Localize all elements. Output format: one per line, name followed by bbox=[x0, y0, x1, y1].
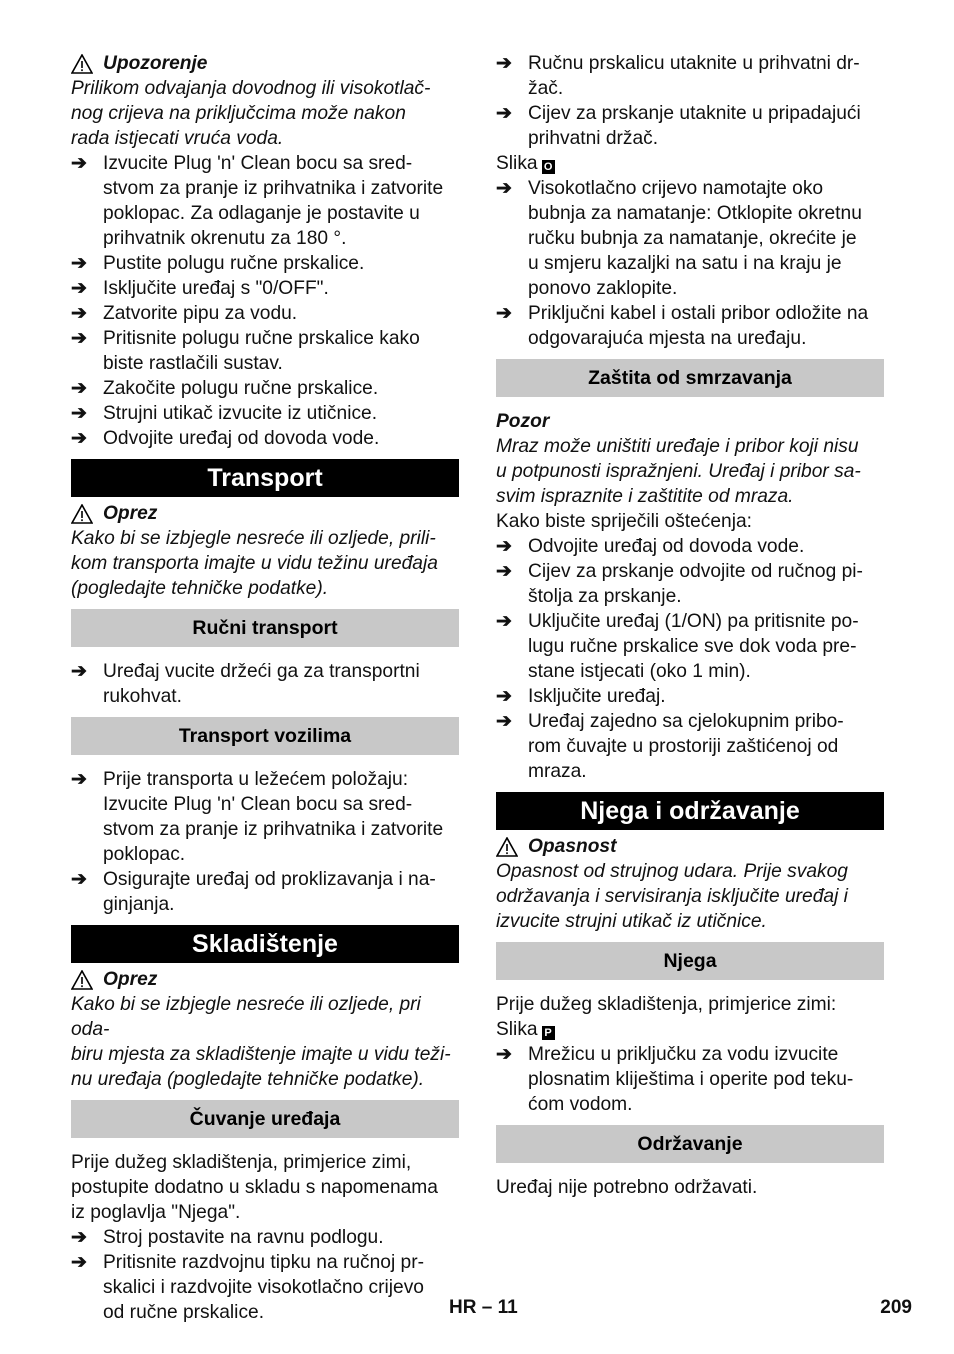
list-item: ➔ Pritisnite polugu ručne prskalice kako biste rastlačili sustav. bbox=[71, 328, 420, 374]
warning-title: Upozorenje bbox=[71, 51, 459, 76]
warning-triangle-icon bbox=[496, 837, 518, 857]
arrow-right-icon: ➔ bbox=[71, 869, 88, 890]
arrow-right-icon: ➔ bbox=[496, 53, 513, 74]
caution-title: Pozor bbox=[496, 411, 550, 432]
arrow-right-icon: ➔ bbox=[71, 278, 88, 299]
subheading-maintenance: Održavanje bbox=[496, 1125, 884, 1163]
left-column bbox=[71, 51, 459, 1325]
arrow-right-icon: ➔ bbox=[71, 1227, 88, 1248]
list-item: ➔ Osigurajte uređaj od proklizavanja i na- ginjanja. bbox=[71, 869, 436, 915]
arrow-right-icon: ➔ bbox=[71, 428, 88, 449]
list-item: ➔ Priključni kabel i ostali pribor odložite na odgovarajuća mjesta na uređaju. bbox=[496, 303, 869, 349]
list-item: ➔ Uključite uređaj (1/ON) pa pritisnite po- lugu ručne prskalice sve dok voda pre- stane istjecati (oko 1 min). bbox=[496, 611, 859, 682]
arrow-right-icon: ➔ bbox=[71, 769, 88, 790]
list-item: ➔ Isključite uređaj s "0/OFF". bbox=[71, 278, 329, 299]
subheading-manual-transport: Ručni transport bbox=[71, 609, 459, 647]
warning-triangle-icon bbox=[71, 970, 93, 990]
arrow-right-icon: ➔ bbox=[496, 611, 513, 632]
list-item: ➔ Pustite polugu ručne prskalice. bbox=[71, 253, 365, 274]
arrow-right-icon: ➔ bbox=[496, 303, 513, 324]
warning-triangle-icon bbox=[71, 504, 93, 524]
danger-text: Opasnost od strujnog udara. Prije svakog održavanja i servisiranja isključite uređaj i izvucite strujni utikač iz utičnice. bbox=[496, 861, 848, 932]
caution-text: Kako bi se izbjegle nesreće ili ozljede, pri oda- biru mjesta za skladištenje imajte u vidu teži- nu uređaja (pogledajte tehničke podatke). bbox=[71, 994, 451, 1090]
section-heading-storage: Skladištenje bbox=[71, 925, 459, 963]
warning-triangle-icon bbox=[71, 54, 93, 74]
page-number: 209 bbox=[880, 1297, 912, 1318]
subheading-keeping-device: Čuvanje uređaja bbox=[71, 1100, 459, 1138]
arrow-right-icon: ➔ bbox=[496, 711, 513, 732]
list-item: ➔ Zakočite polugu ručne prskalice. bbox=[71, 378, 379, 399]
list-item: ➔ Uređaj vucite držeći ga za transportni rukohvat. bbox=[71, 661, 420, 707]
subheading-vehicle-transport: Transport vozilima bbox=[71, 717, 459, 755]
subheading-care: Njega bbox=[496, 942, 884, 980]
arrow-right-icon: ➔ bbox=[496, 178, 513, 199]
arrow-right-icon: ➔ bbox=[496, 1044, 513, 1065]
section-heading-care: Njega i održavanje bbox=[496, 792, 884, 830]
subheading-frost-protection: Zaštita od smrzavanja bbox=[496, 359, 884, 397]
list-item: ➔ Odvojite uređaj od dovoda vode. bbox=[496, 536, 805, 557]
arrow-right-icon: ➔ bbox=[71, 378, 88, 399]
warning-text: Prilikom odvajanja dovodnog ili visokotlač- nog crijeva na priključcima može nakon rada istjecati vruća voda. bbox=[71, 78, 431, 149]
list-item: ➔ Uređaj zajedno sa cjelokupnim pribo- rom čuvajte u prostoriji zaštićenoj od mraza. bbox=[496, 711, 844, 782]
list-item: ➔ Cijev za prskanje odvojite od ručnog pi- štolja za prskanje. bbox=[496, 561, 863, 607]
list-item: ➔ Strujni utikač izvucite iz utičnice. bbox=[71, 403, 378, 424]
list-item: ➔ Prije transporta u ležećem položaju: Izvucite Plug 'n' Clean bocu sa sred- stvom za pranje iz prihvatnika i zatvorite poklopac. bbox=[71, 769, 444, 865]
paragraph: Prije dužeg skladištenja, primjerice zimi: bbox=[496, 994, 837, 1015]
arrow-right-icon: ➔ bbox=[71, 1252, 88, 1273]
arrow-right-icon: ➔ bbox=[71, 661, 88, 682]
paragraph: Uređaj nije potrebno održavati. bbox=[496, 1177, 758, 1198]
list-item: ➔ Mrežicu u priključku za vodu izvucite plosnatim kliještima i operite pod teku- ćom vodom. bbox=[496, 1044, 854, 1115]
arrow-right-icon: ➔ bbox=[496, 686, 513, 707]
caution-title: Oprez bbox=[71, 501, 459, 526]
list-item: ➔ Ručnu prskalicu utaknite u prihvatni dr- žač. bbox=[496, 53, 860, 99]
paragraph: Kako biste spriječili oštećenja: bbox=[496, 511, 752, 532]
caution-title: Oprez bbox=[71, 967, 459, 992]
arrow-right-icon: ➔ bbox=[496, 561, 513, 582]
figure-letter-badge: P bbox=[542, 1026, 555, 1040]
list-item: ➔ Odvojite uređaj od dovoda vode. bbox=[71, 428, 380, 449]
arrow-right-icon: ➔ bbox=[71, 328, 88, 349]
paragraph: Prije dužeg skladištenja, primjerice zimi, postupite dodatno u skladu s napomenama iz poglavlja "Njega". bbox=[71, 1152, 438, 1223]
figure-letter-badge: O bbox=[542, 160, 555, 174]
list-item: ➔ Visokotlačno crijevo namotajte oko bubnja za namatanje: Otklopite okretnu ručku bubnja za namatanje, okrećite je u smjeru kazaljki na satu i na kraju je ponovo zaklopite. bbox=[496, 178, 862, 299]
list-item: ➔ Stroj postavite na ravnu podlogu. bbox=[71, 1227, 384, 1248]
footer-section-label: HR – 11 bbox=[449, 1297, 518, 1318]
section-heading-transport: Transport bbox=[71, 459, 459, 497]
list-item: ➔ Zatvorite pipu za vodu. bbox=[71, 303, 298, 324]
arrow-right-icon: ➔ bbox=[71, 403, 88, 424]
list-item: ➔ Isključite uređaj. bbox=[496, 686, 666, 707]
caution-text: Kako bi se izbjegle nesreće ili ozljede, prili- kom transporta imajte u vidu težinu uređaja (pogledajte tehničke podatke). bbox=[71, 528, 438, 599]
list-item: ➔ Pritisnite razdvojnu tipku na ručnoj pr- skalici i razdvojite visokotlačno crijevo od ručne prskalice. bbox=[71, 1252, 425, 1323]
figure-reference: Slika O bbox=[496, 151, 884, 176]
arrow-right-icon: ➔ bbox=[71, 253, 88, 274]
arrow-right-icon: ➔ bbox=[496, 103, 513, 124]
caution-text: Mraz može uništiti uređaje i pribor koji nisu u potpunosti ispražnjeni. Uređaj i pribor sa- svim ispraznite i zaštitite od mraza. bbox=[496, 436, 861, 507]
figure-reference: Slika P bbox=[496, 1017, 884, 1042]
list-item: ➔ Cijev za prskanje utaknite u pripadajući prihvatni držač. bbox=[496, 103, 861, 149]
arrow-right-icon: ➔ bbox=[496, 536, 513, 557]
danger-title: Opasnost bbox=[496, 834, 884, 859]
arrow-right-icon: ➔ bbox=[71, 303, 88, 324]
right-column bbox=[496, 51, 884, 1200]
arrow-right-icon: ➔ bbox=[71, 153, 88, 174]
list-item: ➔ Izvucite Plug 'n' Clean bocu sa sred- stvom za pranje iz prihvatnika i zatvorite poklopac. Za odlaganje je postavite u prihvatnik okrenutu za 180 °. bbox=[71, 153, 444, 249]
